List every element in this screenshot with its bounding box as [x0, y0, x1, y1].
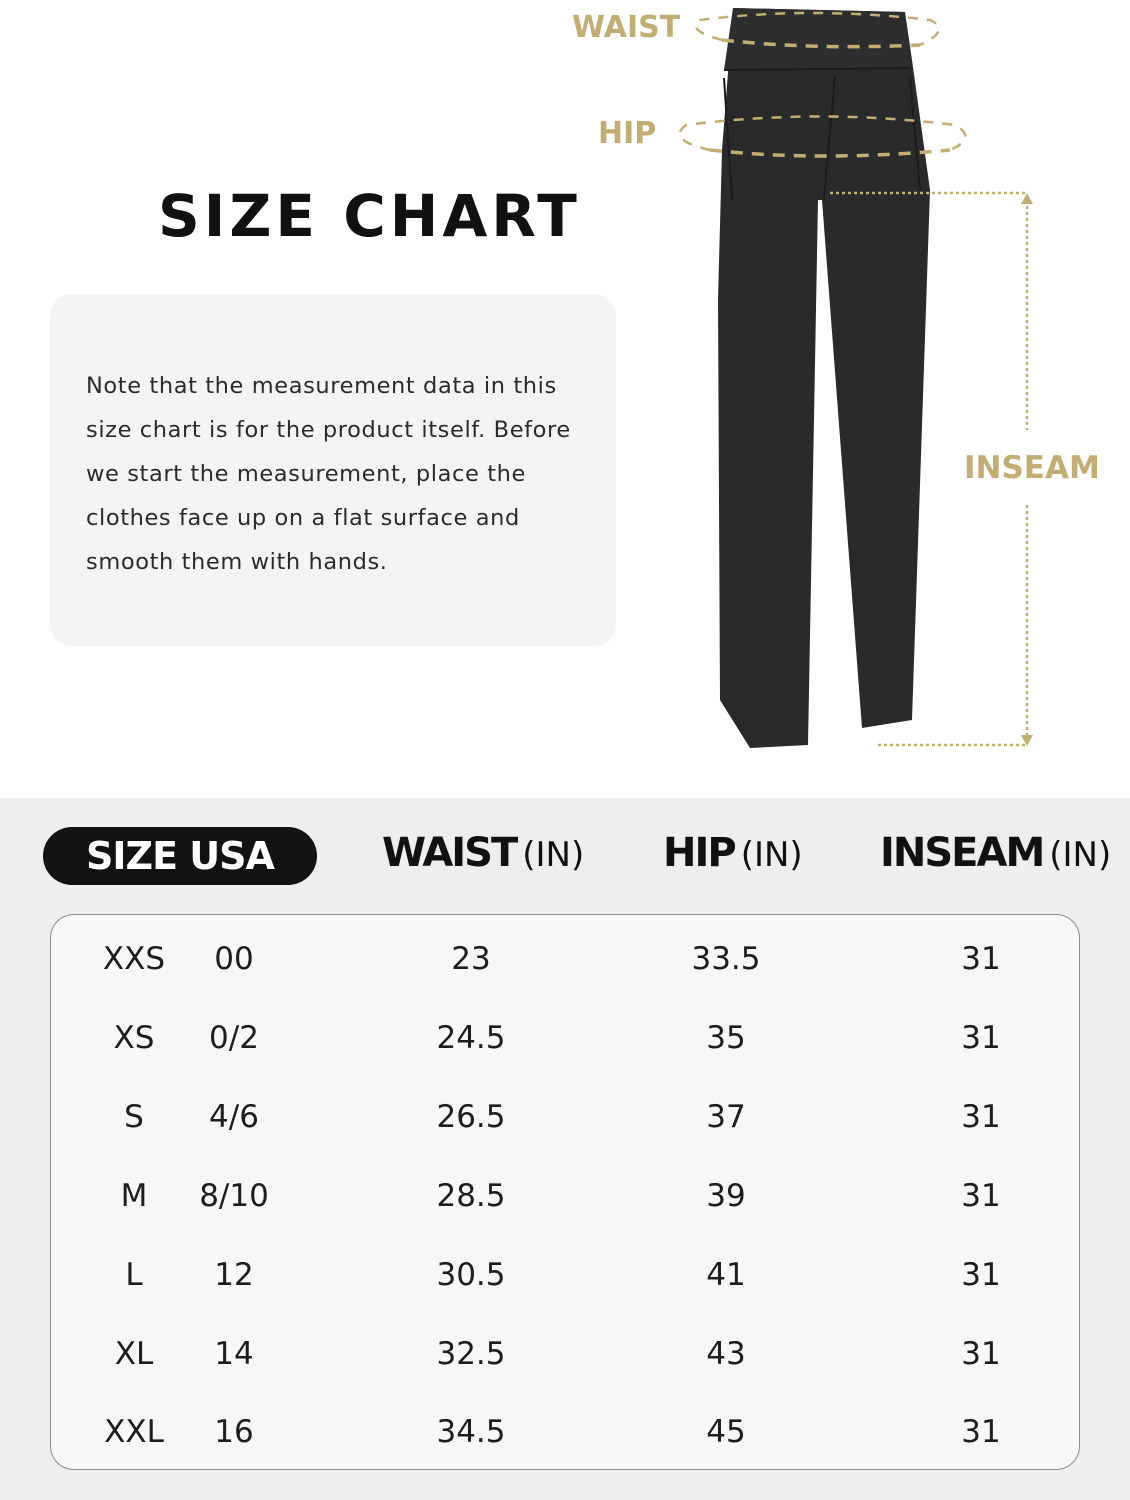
hip-cell: 45	[706, 1414, 746, 1450]
waist-cell: 30.5	[436, 1257, 506, 1293]
hip-header-unit: (IN)	[740, 835, 803, 875]
us-size-cell: 16	[214, 1414, 254, 1450]
size-table	[50, 914, 1080, 1470]
pants-figure	[560, 0, 1130, 798]
table-row	[51, 1087, 1081, 1147]
hip-cell: 43	[706, 1336, 746, 1372]
us-size-cell: 0/2	[209, 1020, 259, 1056]
hip-cell: 35	[706, 1020, 746, 1056]
waist-cell: 34.5	[436, 1414, 506, 1450]
size-cell: S	[124, 1099, 144, 1135]
hip-cell: 33.5	[691, 941, 761, 977]
inseam-cell: 31	[961, 941, 1001, 977]
hip-column-header	[663, 830, 803, 886]
hip-label: HIP	[598, 116, 657, 151]
size-usa-header: SIZE USA	[43, 827, 317, 885]
note-text: Note that the measurement data in this size chart is for the product itself. Before we start the measurement, place the clothes face up on a flat surface and smooth them with hands.	[86, 373, 571, 575]
inseam-header-unit: (IN)	[1049, 835, 1112, 875]
table-row	[51, 929, 1081, 989]
table-row	[51, 1245, 1081, 1305]
waist-cell: 26.5	[436, 1099, 506, 1135]
inseam-column-header	[880, 830, 1111, 886]
waist-header-name: WAIST	[382, 830, 517, 876]
us-size-cell: 00	[214, 941, 254, 977]
waist-column-header	[382, 830, 584, 886]
waistband	[724, 8, 910, 70]
inseam-header-name: INSEAM	[880, 830, 1044, 876]
inseam-cell: 31	[961, 1336, 1001, 1372]
size-cell: XS	[113, 1020, 155, 1056]
hip-header-name: HIP	[663, 830, 735, 876]
size-table-section	[0, 798, 1130, 1500]
waist-cell: 24.5	[436, 1020, 506, 1056]
us-size-cell: 14	[214, 1336, 254, 1372]
size-cell: XXL	[104, 1414, 164, 1450]
waist-header-unit: (IN)	[522, 835, 585, 875]
size-cell: XXS	[102, 941, 166, 977]
inseam-cell: 31	[961, 1257, 1001, 1293]
table-row	[51, 1008, 1081, 1068]
inseam-cell: 31	[961, 1099, 1001, 1135]
waist-label: WAIST	[572, 10, 681, 45]
table-row	[51, 1324, 1081, 1384]
us-size-cell: 4/6	[209, 1099, 259, 1135]
inseam-cell: 31	[961, 1178, 1001, 1214]
us-size-cell: 12	[214, 1257, 254, 1293]
arrow-up-icon	[1021, 193, 1033, 204]
table-row	[51, 1402, 1081, 1462]
inseam-cell: 31	[961, 1414, 1001, 1450]
size-cell: M	[120, 1178, 148, 1214]
inseam-cell: 31	[961, 1020, 1001, 1056]
pants-shape	[718, 8, 930, 748]
hip-cell: 37	[706, 1099, 746, 1135]
page-title: SIZE CHART	[158, 182, 581, 250]
inseam-label: INSEAM	[964, 450, 1100, 486]
size-cell: XL	[114, 1336, 154, 1372]
size-cell: L	[125, 1257, 143, 1293]
us-size-cell: 8/10	[199, 1178, 269, 1214]
note-panel	[50, 294, 616, 646]
hip-cell: 39	[706, 1178, 746, 1214]
waist-cell: 32.5	[436, 1336, 506, 1372]
table-row	[51, 1166, 1081, 1226]
waist-cell: 28.5	[436, 1178, 506, 1214]
waist-cell: 23	[451, 941, 491, 977]
hip-cell: 41	[706, 1257, 746, 1293]
